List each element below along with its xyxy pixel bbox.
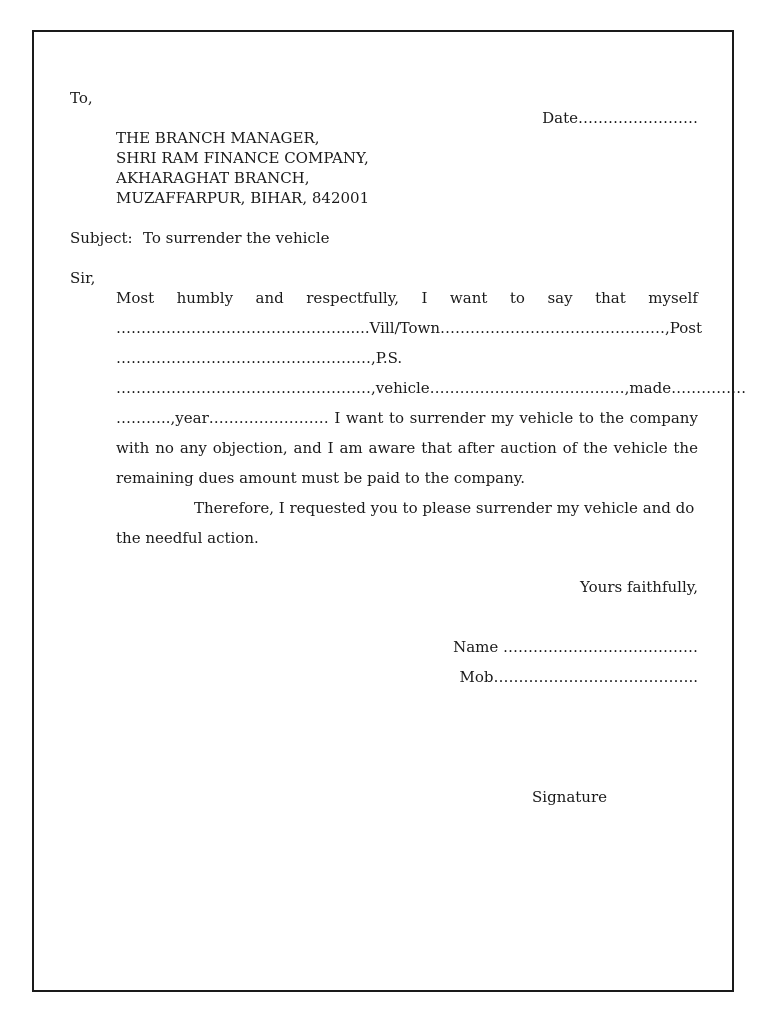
- body-word: no: [155, 439, 174, 457]
- body-word: with: [116, 439, 150, 457]
- body-word: I: [327, 439, 334, 457]
- mob-line: Mob…………………………………..: [459, 668, 698, 686]
- body-word: the: [599, 409, 625, 427]
- body-word: respectfully,: [306, 289, 399, 307]
- body-word: myself: [648, 289, 698, 307]
- signature-label: Signature: [532, 788, 608, 806]
- body-word: any: [179, 439, 207, 457]
- body-word: want: [345, 409, 384, 427]
- body-line-5: [116, 408, 698, 428]
- body-line-1: [116, 288, 698, 308]
- body-word: humbly: [176, 289, 234, 307]
- body-word: and: [293, 439, 322, 457]
- body-word: of: [562, 439, 578, 457]
- body-word: aware: [368, 439, 416, 457]
- body-word: auction: [500, 439, 557, 457]
- body-word: want: [449, 289, 488, 307]
- body-word: I: [421, 289, 428, 307]
- date-line: Date……………………: [542, 109, 698, 127]
- address-line-4: MUZAFFARPUR, BIHAR, 842001: [116, 189, 370, 207]
- body-word: ………..,year……………………: [116, 409, 329, 427]
- body-word: that: [595, 289, 626, 307]
- body-line-6: [116, 438, 698, 458]
- body-word: and: [255, 289, 284, 307]
- body-word: vehicle: [613, 439, 668, 457]
- body-word: surrender: [409, 409, 486, 427]
- body-word: am: [339, 439, 363, 457]
- salutation: Sir,: [70, 269, 96, 287]
- body-word: company: [629, 409, 698, 427]
- name-line: Name …………………………………: [453, 638, 698, 656]
- body-word: Most: [116, 289, 155, 307]
- to-line: To,: [70, 89, 93, 107]
- body-word: vehicle: [519, 409, 574, 427]
- body-line-3: ……………………………………………,P.S.: [116, 349, 403, 367]
- body-line-9: the needful action.: [116, 529, 259, 547]
- body-word: the: [583, 439, 608, 457]
- subject-label: Subject:: [70, 229, 133, 247]
- subject-text: To surrender the vehicle: [143, 229, 330, 247]
- body-line-2: ………………………………………......Vill/Town………………………………………,Post: [116, 319, 703, 337]
- body-word: that: [421, 439, 452, 457]
- body-word: to: [388, 409, 404, 427]
- body-line-8: Therefore, I requested you to please surrender my vehicle and do: [194, 499, 695, 517]
- body-word: the: [673, 439, 698, 457]
- body-word: after: [457, 439, 495, 457]
- body-word: to: [578, 409, 594, 427]
- body-line-7: remaining dues amount must be paid to the company.: [116, 469, 526, 487]
- body-line-4: ……………………………………………,vehicle…………………………………,made……………: [116, 379, 747, 397]
- address-line-2: SHRI RAM FINANCE COMPANY,: [116, 149, 369, 167]
- address-line-3: AKHARAGHAT BRANCH,: [116, 169, 310, 187]
- closing: Yours faithfully,: [580, 578, 698, 596]
- address-line-1: THE BRANCH MANAGER,: [116, 129, 320, 147]
- body-word: I: [334, 409, 341, 427]
- body-word: my: [491, 409, 514, 427]
- body-word: say: [547, 289, 573, 307]
- body-word: objection,: [212, 439, 288, 457]
- body-word: to: [509, 289, 525, 307]
